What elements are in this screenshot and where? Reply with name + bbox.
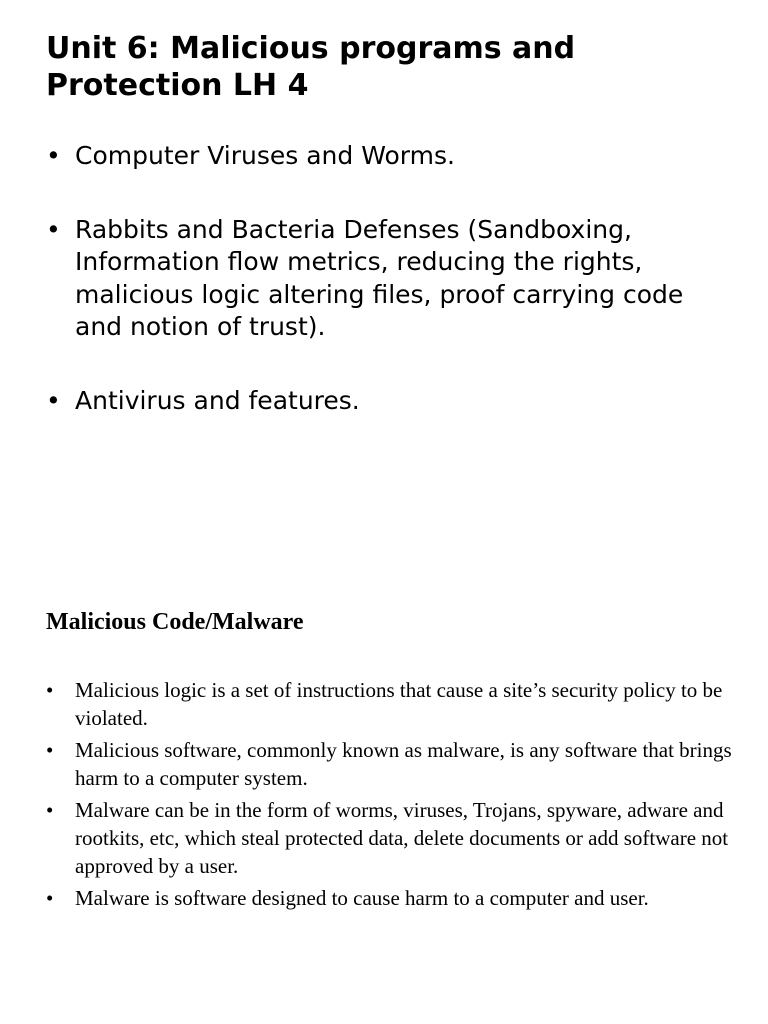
section-heading: Malicious Code/Malware: [46, 609, 304, 635]
bullet-icon: •: [46, 886, 54, 910]
list-item: [46, 736, 736, 792]
list-item-text: Rabbits and Bacteria Defenses (Sandboxing, Information flow metrics, reducing the rights, malicious logic altering files, proof carrying code and notion of trust).: [75, 214, 684, 341]
malware-list: [46, 676, 736, 912]
topic-list: [46, 140, 736, 417]
title-slide: [46, 30, 736, 458]
list-item-text: Malicious software, commonly known as malware, is any software that brings harm to a computer system.: [75, 738, 732, 790]
bullet-icon: •: [46, 738, 54, 762]
bullet-icon: •: [46, 214, 61, 244]
bullet-icon: •: [46, 385, 61, 415]
list-item: [46, 676, 736, 732]
page-title: Unit 6: Malicious programs and Protection LH 4: [46, 31, 576, 103]
bullet-icon: •: [46, 798, 54, 822]
list-item-text: Antivirus and features.: [75, 385, 360, 415]
list-item-text: Malware is software designed to cause harm to a computer and user.: [75, 886, 649, 910]
list-item: [46, 214, 736, 344]
list-item: [46, 385, 736, 418]
bullet-icon: •: [46, 678, 54, 702]
list-item: [46, 140, 736, 173]
malware-section: [46, 606, 736, 916]
bullet-icon: •: [46, 141, 61, 170]
list-item: [46, 884, 736, 912]
list-item-text: Malware can be in the form of worms, viruses, Trojans, spyware, adware and rootkits, etc, which steal protected data, delete documents or add software not approved by a user.: [75, 798, 729, 878]
list-item-text: Malicious logic is a set of instructions that cause a site’s security policy to be violated.: [75, 678, 723, 730]
list-item: [46, 796, 736, 880]
list-item-text: Computer Viruses and Worms.: [75, 141, 455, 170]
